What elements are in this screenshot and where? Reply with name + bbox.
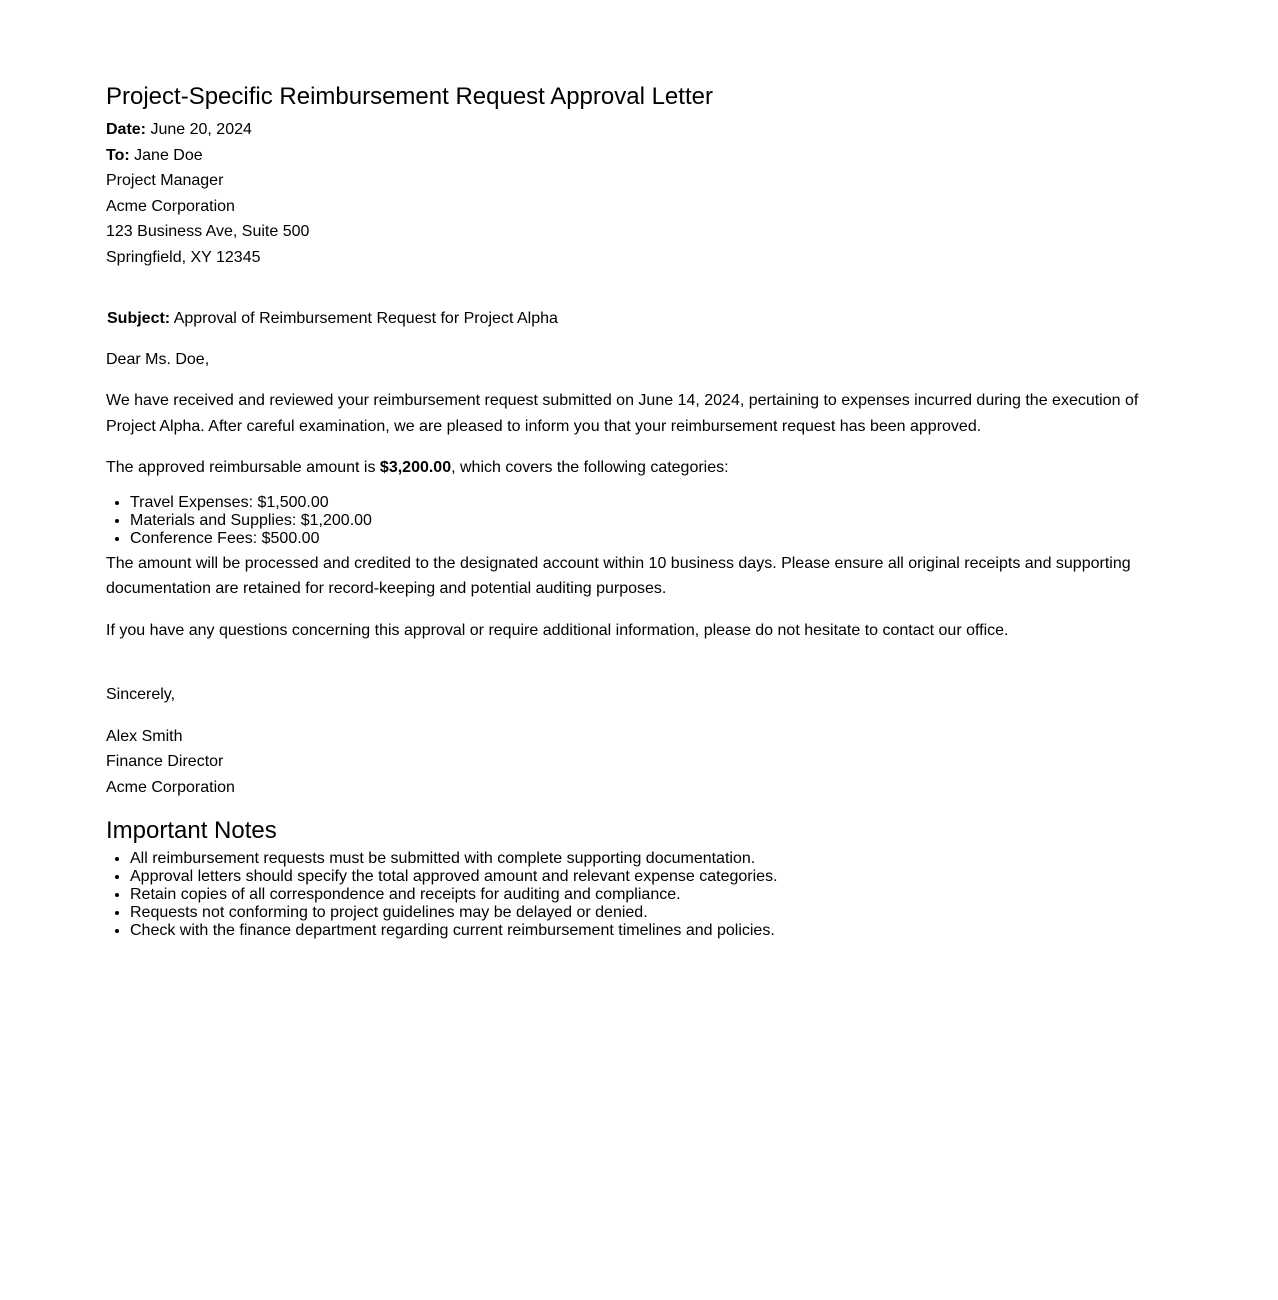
body-paragraph-2 <box>106 455 1172 481</box>
list-item: • Retain copies of all correspondence and receipts for auditing and compliance. <box>130 886 1172 904</box>
approved-amount-suffix: , which covers the following categories: <box>451 459 729 477</box>
signature-block <box>106 724 1172 801</box>
list-item: • Requests not conforming to project guidelines may be delayed or denied. <box>130 904 1172 922</box>
body-paragraph-4: If you have any questions concerning this approval or require additional information, please do not hesitate to contact our office. <box>106 621 1009 639</box>
to-label: To: <box>106 146 130 164</box>
recipient-address-line-2: Springfield, XY 12345 <box>106 248 261 266</box>
valediction: Sincerely, <box>106 686 176 704</box>
recipient-company: Acme Corporation <box>106 197 235 215</box>
recipient-title: Project Manager <box>106 172 224 190</box>
date-label: Date: <box>106 121 147 138</box>
letter-header <box>106 117 1172 271</box>
list-item: • Materials and Supplies: $1,200.00 <box>130 512 1172 530</box>
body-paragraph-1: We have received and reviewed your reimbursement request submitted on June 14, 2024, pertaining to expenses incurred during the execution of Project Alpha. After careful examination, we are pleased to inform you that your reimbursement request has been approved. <box>106 392 1139 435</box>
salutation: Dear Ms. Doe, <box>106 350 210 368</box>
list-item: • Travel Expenses: $1,500.00 <box>130 494 1172 512</box>
subject-label: Subject: <box>107 309 171 327</box>
signer-company: Acme Corporation <box>106 778 235 796</box>
notes-heading: Important Notes <box>106 817 277 845</box>
list-item: • All reimbursement requests must be submitted with complete supporting documentation. <box>130 850 1172 868</box>
subject-text: Approval of Reimbursement Request for Project Alpha <box>173 309 558 327</box>
recipient-address-line-1: 123 Business Ave, Suite 500 <box>106 223 310 241</box>
notes-list <box>106 850 1172 940</box>
signer-title: Finance Director <box>106 753 224 771</box>
page-title: Project-Specific Reimbursement Request Approval Letter <box>106 83 713 110</box>
date-line <box>106 117 1172 143</box>
signer-name: Alex Smith <box>106 727 183 745</box>
spacer <box>106 659 1172 682</box>
date-value: June 20, 2024 <box>150 121 252 138</box>
list-item: • Approval letters should specify the total approved amount and relevant expense categories. <box>130 868 1172 886</box>
recipient-line <box>106 143 1172 169</box>
list-item: • Conference Fees: $500.00 <box>130 530 1172 548</box>
subject-line <box>107 307 1172 331</box>
body-paragraph-3: The amount will be processed and credited to the designated account within 10 business days. Please ensure all original receipts and supporting documentation are retained for record-keeping and potential auditing purposes. <box>106 554 1131 598</box>
list-item: • Check with the finance department regarding current reimbursement timelines and policies. <box>130 922 1172 940</box>
expense-category-list <box>106 494 1172 548</box>
recipient-name: Jane Doe <box>134 146 203 164</box>
spacer <box>106 271 1172 307</box>
approved-amount: $3,200.00 <box>379 459 452 477</box>
approved-amount-prefix: The approved reimbursable amount is <box>106 459 380 477</box>
